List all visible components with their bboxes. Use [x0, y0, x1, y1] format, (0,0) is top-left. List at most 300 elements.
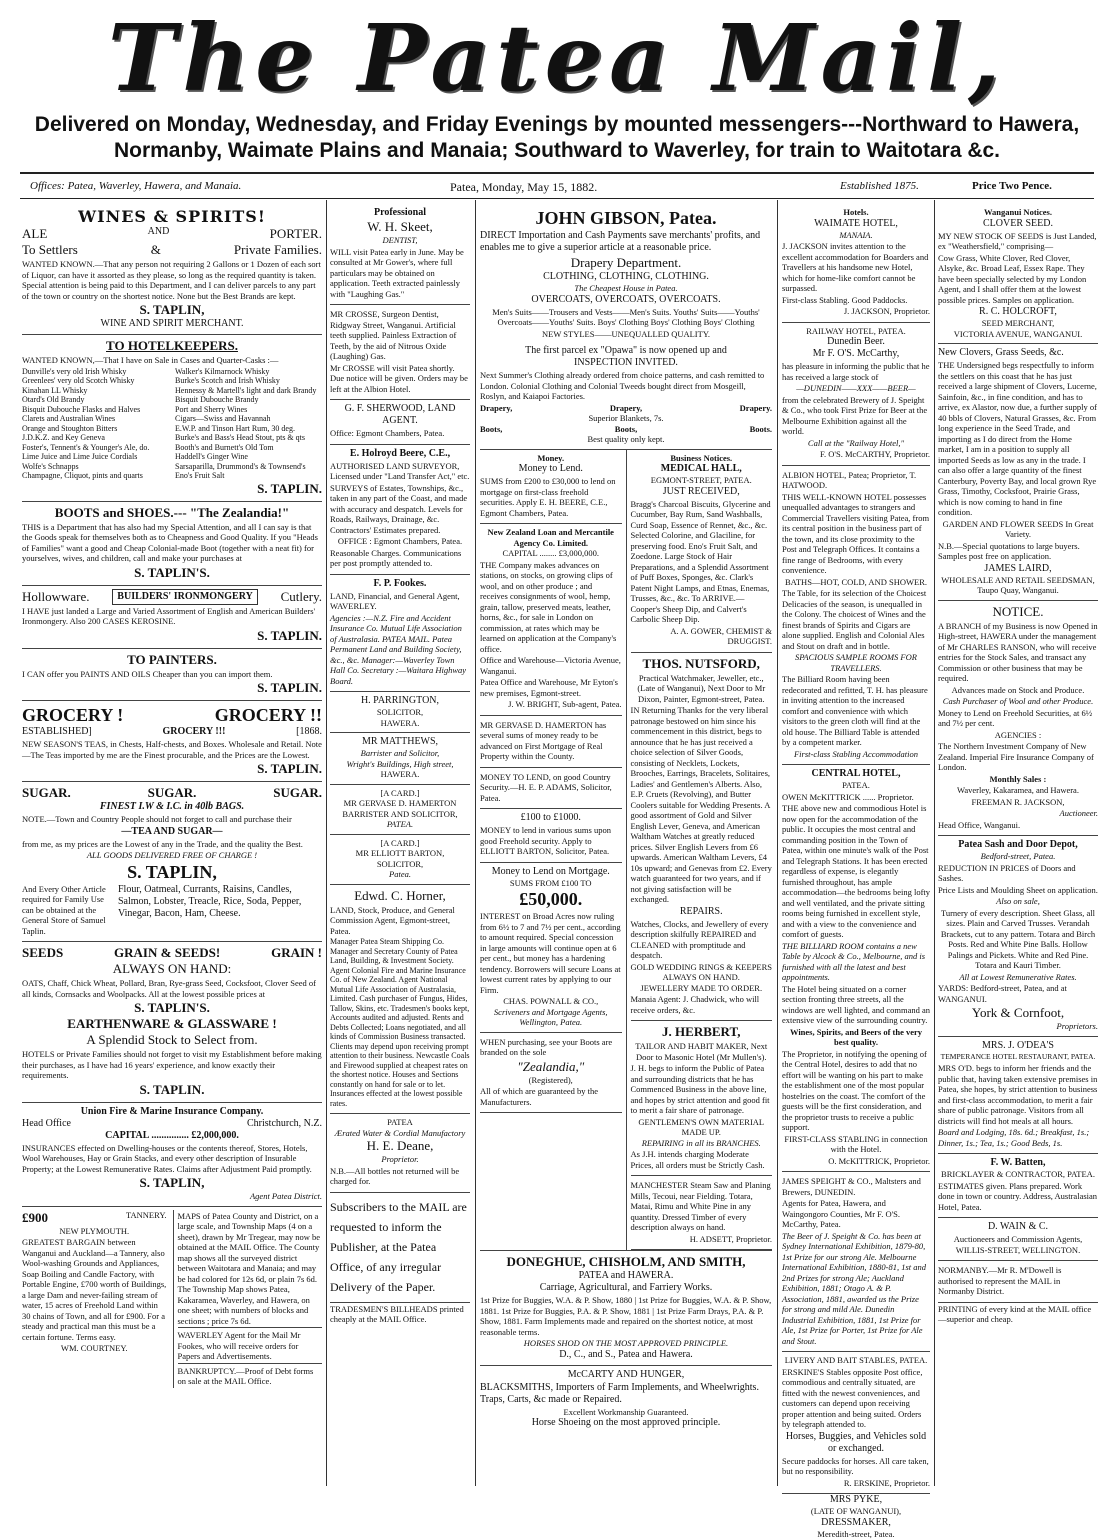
masthead	[0, 8, 1114, 108]
quality-text: Best quality only kept.	[480, 434, 772, 445]
wines-heading: WINES & SPIRITS!	[22, 207, 322, 226]
grocery-label: GROCERY !!	[215, 704, 322, 726]
holcroft-name: R. C. HOLCROFT,	[938, 306, 1098, 318]
yards-text: YARDS: Bedford-street, Patea, and at WANGANUI.	[938, 983, 1098, 1004]
livery-stables-heading: LIVERY AND BAIT STABLES, PATEA.	[782, 1355, 930, 1366]
taplins-sign: S. TAPLIN'S.	[22, 1000, 322, 1016]
zealandia-text: WHEN purchasing, see your Boots are branded on the sole	[480, 1037, 622, 1058]
patea-label: PATEA.	[782, 780, 930, 791]
pownall-subtitle: Scriveners and Mortgage Agents, Wellington, Patea.	[480, 1007, 622, 1028]
victoria-avenue: VICTORIA AVENUE, WANGANUI.	[938, 329, 1098, 340]
column-gibson	[480, 204, 772, 1486]
sash-depot-heading: Patea Sash and Door Depot,	[938, 839, 1098, 851]
horses-buggies: Horses, Buggies, and Vehicles sold or exchanged.	[782, 1431, 930, 1455]
herbert-text: J. H. begs to inform the Public of Patea and surrounding districts that he has Commenced Business in the above line, and hopes by strict attention and good fit to merit a fair share of patronage.	[631, 1063, 773, 1116]
liquor-item: Booth's and Burnett's Old Tom	[175, 443, 322, 453]
stabling-text: First-class Stabling. Good Paddocks.	[782, 295, 930, 306]
grocery-label: GROCERY !	[22, 704, 123, 726]
wanganui-heading: Wanganui Notices.	[938, 207, 1098, 218]
stabling-text: FIRST-CLASS STABLING in connection with the Hotel.	[782, 1134, 930, 1155]
zealandia-brand: "Zealandia,"	[480, 1059, 622, 1075]
proprietors-label: Proprietors.	[938, 1021, 1098, 1032]
table-text: The Table, for its selection of the Choicest Delicacies of the season, is unequalled in the Colony. The choicest of Wines and the finest brands of Spirits and Cigars are alone supplied. English and Colonial Ales and Stout on draft and in bottle.	[782, 588, 930, 651]
and-label: AND	[148, 226, 170, 242]
horner-name: Edwd. C. Horner,	[330, 888, 470, 904]
beere-charges: Reasonable Charges. Communications per post promptly attended to.	[330, 548, 470, 569]
odea-text: MRS O'D. begs to inform her friends and the public that, having taken extensive premises in Patea, she hopes, by strict attention to business and first-class accommodation, to merit a fair share of public patronage. Visitors from all districts will find hot meals at all hours.	[938, 1063, 1098, 1126]
speight-heading: JAMES SPEIGHT & CO., Maltsters and Brewers, DUNEDIN.	[782, 1176, 930, 1197]
nutsford-text: IN Returning Thanks for the very liberal patronage bestowed on him since his commencement in this district, begs to announce that he has just received a choice selection of Silver Goods, consisting of Necklets, Lockets, Brooches, Earrings, Bracelets, Solitaires, Ladies' and Gentlemen's Alberts. Also, E.P. Cruets (Revolving), and Butter Coolers suitable for Wedding Presents. A good assortment of Gold and Silver English Lever, Geneva, and American Waltham Watches at greatly reduced prices. Silver English Levers from £6 upwards. American Waltham Levers, £4 10s upward; and Genevas from £2. Every watch guaranteed for two years, and if not giving satisfaction will be exchanged.	[631, 705, 773, 905]
normanby-text: NORMANBY.—Mr R. M'Dowell is authorised to represent the MAIL in Normanby District.	[938, 1265, 1098, 1297]
nutsford-subtitle: Practical Watchmaker, Jeweller, etc., (Late of Wanganui), Next Door to Mr Dixon, Painter, Egmont-street, Patea.	[631, 673, 773, 705]
jackson-sign: J. JACKSON, Proprietor.	[782, 306, 930, 317]
mccarthy-name: Mr F. O'S. McCarthy,	[782, 348, 930, 360]
info-bar	[30, 180, 1084, 196]
medical-hall-heading: MEDICAL HALL,	[631, 463, 773, 475]
barton-name: MR ELLIOTT BARTON,	[330, 848, 470, 859]
railway-hotel-name: RAILWAY HOTEL, PATEA.	[782, 326, 930, 337]
jewellery-order: JEWELLERY MADE TO ORDER.	[631, 983, 773, 994]
liquor-item: Champagne, Cliquot, pints and quarts	[22, 471, 169, 481]
deane-name: H. E. Deane,	[330, 1138, 470, 1154]
insurance-text: INSURANCES effected on Dwelling-houses or the contents thereof, Stores, Hotels, Wool Warehouses, Hay or Grain Stacks, and every other description of Insurable Property; at the Lowest Remunerative Rates. Claims after Adjustment Paid promptly.	[22, 1143, 322, 1175]
taplin-sign: S. TAPLIN.	[22, 481, 322, 497]
drapery-item: Drapery,	[610, 403, 642, 414]
liquor-item: J.D.K.Z. and Key Geneva	[22, 433, 169, 443]
loan-range: £100 to £1000.	[480, 812, 622, 824]
just-received: JUST RECEIVED,	[631, 486, 773, 498]
christchurch-label: Christchurch, N.Z.	[247, 1118, 322, 1130]
subscribers-notice: Subscribers to the MAIL are requested to inform the Publisher, at the Patea Office, of any irregular Delivery of the Paper.	[330, 1197, 470, 1297]
blankets-text: Superior Blankets, 7s.	[480, 413, 772, 424]
settlers-label: To Settlers	[22, 242, 78, 258]
note-text: NOTE.—Town and Country People should not forget to call and purchase their	[22, 814, 322, 825]
masthead-rule	[20, 172, 1094, 174]
baths-text: BATHS—HOT, COLD, AND SHOWER.	[782, 577, 930, 588]
hotelkeepers-intro: WANTED KNOWN,—That I have on Sale in Cases and Quarter-Casks :—	[22, 355, 322, 366]
taplin-sign: S. TAPLIN.	[22, 680, 322, 696]
prizes-text: 1st Prize for Buggies, W.A. & P. Show, 1880 | 1st Prize for Buggies, W.A. & P. Show, 1881. 1st Prize for Buggies, P.A. & P. Show, 1881 | 1st Prize Farm Drays, P.A. & P. Show, 1881. Farm Implements made and repaired on the shortest notice, at most reasonable terms.	[480, 1295, 772, 1337]
advances-text: Advances made on Stock and Produce.	[938, 685, 1098, 696]
mccarthy-text-2: from the celebrated Brewery of J. Speight & Co., who took First Prize for Beer at the Melbourne Exhibition against all the world.	[782, 395, 930, 437]
speight-agent: Agents for Patea, Hawera, and Waingongoro Counties, Mr F. O'S. McCarthy, Patea.	[782, 1198, 930, 1230]
dentist-label: DENTIST,	[330, 235, 470, 246]
pyke-subtitle: (LATE OF WANGANUI),	[782, 1506, 930, 1517]
drapery-item: Drapery,	[480, 403, 512, 414]
bright-sign: J. W. BRIGHT, Sub-agent, Patea.	[480, 699, 622, 710]
matthews-subtitle: Barrister and Solicitor,	[330, 748, 470, 759]
albion-hotel-name: ALBION HOTEL, Patea; Proprietor, T. HATWOOD.	[782, 470, 930, 491]
hamerton-money-text: MR GERVASE D. HAMERTON has several sums of money ready to be advanced on First Mortgage of Real Property within the County.	[480, 720, 622, 762]
splendid-stock: A Splendid Stock to Select from.	[22, 1032, 322, 1048]
boots-row	[480, 424, 772, 435]
wines-spirits-beers: Wines, Spirits, and Beers of the very best quality.	[782, 1027, 930, 1048]
provisions-list: Flour, Oatmeal, Currants, Raisins, Candles, Salmon, Lobster, Treacle, Rice, Soda, Pepper, Vinegar, Bacon, Ham, Cheese.	[118, 884, 322, 937]
ale-label: ALE	[22, 226, 47, 242]
batten-subtitle: BRICKLAYER & CONTRACTOR, PATEA.	[938, 1169, 1098, 1180]
repairing-cash: As J.H. intends charging Moderate Prices, all orders must be Strictly Cash.	[631, 1149, 773, 1170]
hotels-families-text: HOTELS or Private Families should not forget to visit my Establishment before making their purchases, as I have had 16 years' experience, and know exactly their requirements.	[22, 1049, 322, 1081]
horner-text: Manager Patea Steam Shipping Co. Manager and Secretary County of Patea Land, Building, & Investment Society. Agent Colonial Fire and Marine Insurance Co. of New Zealand. Agent National Mutual Life Association of Australasia, Limited. Cash purchaser of Fungus, Hides, Tallow, Skins, etc. Tradesmen's books kept, Accounts audited and adjusted. Rents and Debts Collected; Loans negotiated, and all kinds of Commission Business transacted. Clients may depend upon receiving prompt attention to their business. Newcastle Coals and Firewood supplied at cheapest rates on the shortest notice. Houses and Sections constantly on hand for sale or to let. Insurances effected at the lowest possible rates.	[330, 937, 470, 1108]
liquor-item: Foster's, Tennent's & Younger's Ale, do.	[22, 443, 169, 453]
sums-text: SUMS from £200 to £30,000 to lend on mortgage on first-class freehold securities. Apply E. H. BEERE, C.E., Egmont Chambers, Patea.	[480, 476, 622, 518]
albion-text: THIS WELL-KNOWN HOTEL possesses unequalled advantages to strangers and Commercial Travellers visiting Patea, from its central position in the business part of the town, and its close proximity to the Post and Telegraph Offices. It contains a fine range of Bedrooms, with every convenience.	[782, 492, 930, 576]
header-rule	[20, 198, 1094, 199]
liquor-item: Haddell's Ginger Wine	[175, 452, 322, 462]
waimate-hotel-name: WAIMATE HOTEL,	[782, 218, 930, 230]
tannery-label: TANNERY.	[126, 1210, 167, 1226]
clover-text: MY NEW STOCK OF SEEDS is Just Landed, ex "Weathersfield," comprising—	[938, 231, 1098, 252]
monthly-sales-heading: Monthly Sales :	[938, 774, 1098, 785]
nutsford-name: THOS. NUTSFORD,	[631, 656, 773, 672]
liquor-item: Clarets and Australian Wines	[22, 414, 169, 424]
liquor-item: Bisquit Dubouche Brandy	[175, 395, 322, 405]
clover-seed-heading: CLOVER SEED.	[938, 218, 1098, 230]
agencies-heading: AGENCIES :	[938, 730, 1098, 741]
quotations-note: N.B.—Special quotations to large buyers. Samples post free on application.	[938, 541, 1098, 562]
sherwood-office: Office: Egmont Chambers, Patea.	[330, 428, 470, 439]
liquor-item: Hennessy & Martell's light and dark Brandy	[175, 386, 322, 396]
taplin-agent: S. TAPLIN,	[22, 1175, 322, 1191]
established-label: ESTABLISHED]	[22, 726, 92, 738]
mccarthy-sign: F. O'S. McCARTHY, Proprietor.	[782, 449, 930, 460]
note-text-2: from me, as my prices are the Lowest of any in the Trade, and the quality the Best.	[22, 839, 322, 850]
odea-name: MRS. J. O'DEA'S	[938, 1040, 1098, 1052]
horse-shoeing-text: Horse Shoeing on the most approved principle.	[480, 1417, 772, 1429]
union-insurance-heading: Union Fire & Marine Insurance Company.	[22, 1106, 322, 1118]
porter-label: PORTER.	[270, 226, 322, 242]
offices-text: Offices: Patea, Waverley, Hawera, and Manaia.	[30, 180, 241, 192]
speight-text: The Beer of J. Speight & Co. has been at Sydney International Exhibition, 1879-80, 1st Prize for our strong Ale. Melbourne International Exhibition, 1880-81, 1st and 2nd Prizes for strong Ale; Auckland Exhibition, 1881; Otago A. & P. Association, 1881, awarded us the Prize for strong and mild Ale. Dunedin Industrial Exhibition, 1881, 1st Prize for Ale, 1st Prize for Porter, 1st Prize for Ale and Stout.	[782, 1231, 930, 1347]
central-text: THE above new and commodious Hotel is now open for the accommodation of the public. It occupies the most central and commanding position in the Town of Patea, within one minute's walk of the Post and Telegraph Stations. It has been erected regardless of expense, is elegantly furnished throughout, has ample accommodation—the bedrooms being lofty and well ventilated, and the private sitting rooms being furnished in excellent style, and with a view to the convenience and comfort of guests.	[782, 803, 930, 940]
card-label: [A CARD.]	[330, 788, 470, 799]
maps-text: MAPS of Patea County and District, on a large scale, and Township Maps (4 on a sheet), drawn by Mr Tregear, may now be obtained at the MAIL Office. The County map shows all the surveyed district between Waitotara and Manaia; and may be had colored for 12s 6d, or plain 7s 6d. The Township Map shows Patea, Kakaramea, Waverley, and Hawera, on one sheet; with numbers of blocks and sections ; price 7s 6d.	[178, 1211, 323, 1327]
gentlemen-material: GENTLEMEN'S OWN MATERIAL MADE UP.	[631, 1117, 773, 1138]
hotel-location-text: The Hotel being situated on a corner section fronting three streets, all the windows are well lighted, and command an extensive view of the surrounding country.	[782, 984, 930, 1026]
skeet-text: WILL visit Patea early in June. May be consulted at Mr Gower's, where full particulars may be obtained on application. Teeth extracted painlessly with "Laughing Gas."	[330, 247, 470, 300]
tannery-text: GREATEST BARGAIN between Wanganui and Auckland—a Tannery, also Wool-washing Grounds and Appliances, Soap Boiling and Candle Factory, with Portable Engine, £700 worth of Buildings, a large Dam and never-failing stream of water, 15 acres of Freehold Land within 30 chains of Town, and all for £900. For a steady and practical man this must be a certain fortune. Terms easy.	[22, 1237, 167, 1342]
skeet-name: W. H. Skeet,	[330, 219, 470, 235]
column-divider	[934, 200, 935, 1486]
billheads-text: TRADESMEN'S BILLHEADS printed cheaply at the MAIL Office.	[330, 1304, 470, 1325]
temperance-hotel: TEMPERANCE HOTEL RESTAURANT, PATEA.	[938, 1052, 1098, 1063]
doneghue-subtitle: PATEA and HAWERA.	[480, 1270, 772, 1282]
batten-name: F. W. Batten,	[938, 1157, 1098, 1169]
herbert-name: J. HERBERT,	[631, 1024, 773, 1040]
nz-loan-heading: New Zealand Loan and Mercantile Agency Co. Limited.	[480, 527, 622, 548]
reduction-text: REDUCTION IN PRICES of Doors and Sashes.	[938, 863, 1098, 884]
central-hotel-name: CENTRAL HOTEL,	[782, 768, 930, 780]
liquor-item: Wolfe's Schnapps	[22, 462, 169, 472]
liquor-item: Cigars—Swiss and Havannah	[175, 414, 322, 424]
fifty-thousand: £50,000.	[480, 888, 622, 910]
price-text: Price Two Pence.	[972, 180, 1052, 192]
liquor-list	[22, 367, 322, 481]
matthews-name: MR MATTHEWS,	[330, 736, 470, 748]
always-on-hand: ALWAYS ON HAND:	[22, 961, 322, 977]
liquor-item: Eno's Fruit Salt	[175, 471, 322, 481]
xxx-beer-banner: —DUNEDIN——XXX——BEER—	[782, 383, 930, 394]
liquor-item: Kinahan LL Whisky	[22, 386, 169, 396]
hawera-label: HAWERA.	[330, 769, 470, 780]
nz-loan-patea: Patea Office and Warehouse, Mr Eyton's new premises, Egmont-street.	[480, 677, 622, 698]
waimate-text: J. JACKSON invites attention to the excellent accommodation for Boarders and Travellers at his handsome new Hotel, which for home-like comfort cannot be surpassed.	[782, 241, 930, 294]
liquor-item: Dunville's very old Irish Whisky	[22, 367, 169, 377]
notice-text: A BRANCH of my Business is now Opened in High-street, HAWERA under the management of Mr CHARLES RANSON, who will receive entries for the Stock Sales, and transact any Commission or other business that may be required.	[938, 621, 1098, 684]
hotelkeepers-heading: TO HOTELKEEPERS.	[22, 338, 322, 354]
dressmaker-label: DRESSMAKER,	[782, 1517, 930, 1529]
family-use-text: And Every Other Article required for Family Use can be obtained at the General Store of Samuel Taplin.	[22, 884, 112, 937]
cheapest-house: The Cheapest House in Patea.	[480, 283, 772, 294]
repairing-branches: REPAIRING in all its BRANCHES.	[631, 1138, 773, 1149]
horses-shod: HORSES SHOD ON THE MOST APPROVED PRINCIPLE.	[480, 1338, 772, 1349]
taplins-sign: S. TAPLIN'S.	[22, 565, 322, 581]
paddocks-text: Secure paddocks for horses. All care taken, but no responsibility.	[782, 1456, 930, 1477]
grocery-label: GROCERY !!!	[163, 726, 226, 738]
liquor-item: Bisquit Dubouche Flasks and Halves	[22, 405, 169, 415]
capital-line: CAPITAL ............... £2,000,000.	[22, 1130, 322, 1142]
liquor-item: Orange and Stoughton Bitters	[22, 424, 169, 434]
year-label: [1868.	[296, 726, 322, 738]
seed-list: Cow Grass, White Clover, Red Clover, Alsyke, &c. Broad Leaf, Essex Rape. They have been specially selected by my London Agent, and I shall offer them at the lowest possible prices. Samples on application.	[938, 253, 1098, 306]
drapery-heading: Drapery Department.	[480, 255, 772, 271]
liquor-item: Otard's Old Brandy	[22, 395, 169, 405]
card-label: [A CARD.]	[330, 838, 470, 849]
barton-money-text: MONEY to lend in various sums upon good Freehold security. Apply to ELLIOTT BARTON, Solicitor, Patea.	[480, 825, 622, 857]
teas-text: NEW SEASON'S TEAS, in Chests, Half-chests, and Boxes. Wholesale and Retail. Note—The Teas imported by me are the Finest procurable, and the Prices are the Lowest.	[22, 739, 322, 760]
boots-item: Boots,	[480, 424, 502, 435]
grain-seeds-heading: GRAIN & SEEDS!	[114, 945, 220, 961]
crosse-visit-text: Mr CROSSE will visit Patea shortly. Due notice will be given. Orders may be left at the Albion Hotel.	[330, 363, 470, 395]
wain-subtitle: Auctioneers and Commission Agents, WILLIS-STREET, WELLINGTON.	[938, 1234, 1098, 1255]
manaia-agent: Manaia Agent: J. Chadwick, who will receive orders, &c.	[631, 994, 773, 1015]
suits-list: Men's Suits——Trousers and Vests——Men's Suits. Youths' Suits——Youths' Overcoats——Youths' Suits. Boys' Clothing Boys' Clothing Boys' Clothing	[480, 307, 772, 328]
nz-loan-text: THE Company makes advances on stations, on stocks, on growing clips of wool, and on other produce ; and receives consignments of wool, hemp, grain, tallow, preserved meats, leather, horns, &c., for sale in London on commission, at rates which may be learned on application at the Company's office.	[480, 560, 622, 655]
liquor-item: Lime Juice and Lime Juice Cordials	[22, 452, 169, 462]
finest-bags-text: FINEST I.W & I.C. in 40lb BAGS.	[22, 801, 322, 813]
manaia-label: MANAIA.	[782, 230, 930, 241]
lowest-rates: All at Lowest Remunerative Rates.	[938, 972, 1098, 983]
sample-rooms: SPACIOUS SAMPLE ROOMS FOR TRAVELLERS.	[782, 652, 930, 673]
column-wanganui	[938, 204, 1098, 1486]
solicitor-label: SOLICITOR,	[330, 707, 470, 718]
blacksmiths-text: BLACKSMITHS, Importers of Farm Implements, and Wheelwrights. Traps, Carts, &c made or Repaired.	[480, 1382, 772, 1406]
drapery-item: Drapery.	[740, 403, 772, 414]
taplin-sign: S. TAPLIN.	[22, 761, 322, 777]
gibson-text: DIRECT Importation and Cash Payments save merchants' profits, and enables me to give a superior article at a reasonable price.	[480, 230, 772, 254]
price-lists: Price Lists and Moulding Sheet on application.	[938, 885, 1098, 896]
patea-label: Patea.	[330, 869, 470, 880]
summer-text: Next Summer's Clothing already ordered from choice patterns, and cash remitted to London. Colonial Clothing and Colonial Tweeds bought direct from Mosgeill, Roslyn, and Kaiapoi Factories.	[480, 370, 772, 402]
boots-text: THIS is a Department that has also had my Special Attention, and all I can say is that the Goods speak for themselves both as to Cheapness and Good Quality. If you "Heads of Families" want a good and Cheap Colonial-made Boot (together with a neat fit) for yourselves, wives, and children, call and make your purchases at	[22, 522, 322, 564]
liquor-item: Sarsaparilla, Drummond's & Townsend's	[175, 462, 322, 472]
medical-hall-address: EGMONT-STREET, PATEA.	[631, 475, 773, 486]
herbert-subtitle: TAILOR AND HABIT MAKER, Next Door to Masonic Hotel (Mr Mullen's).	[631, 1041, 773, 1062]
issue-date: Patea, Monday, May 15, 1882.	[450, 180, 597, 195]
amp-label: &	[151, 242, 161, 258]
repairs-text: Watches, Clocks, and Jewellery of every description skilfully REPAIRED and CLEANED with promptitude and despatch.	[631, 919, 773, 961]
fookes-name: F. P. Fookes.	[330, 578, 470, 590]
sums-from: SUMS FROM £100 TO	[480, 878, 622, 889]
proprietor-label: Proprietor.	[330, 1154, 470, 1165]
barton-subtitle: SOLICITOR,	[330, 859, 470, 870]
carriage-works: Carriage, Agricultural, and Farriery Works.	[480, 1282, 772, 1294]
beere-subtitle: AUTHORISED LAND SURVEYOR, Licensed under "Land Transfer Act," etc.	[330, 461, 470, 482]
inspection-invited: INSPECTION INVITED.	[480, 357, 772, 369]
sugar-label: SUGAR.	[273, 785, 322, 801]
free-delivery-text: ALL GOODS DELIVERED FREE OF CHARGE !	[22, 850, 322, 861]
waverley-agent-text: WAVERLEY Agent for the Mail Mr Fookes, who will receive orders for Papers and Advertisements.	[178, 1327, 323, 1362]
horner-subtitle: LAND, Stock, Produce, and General Commission Agent, Egmont-street, Patea.	[330, 905, 470, 937]
nz-loan-capital: CAPITAL ........ £3,000,000.	[480, 548, 622, 559]
gower-sign: A. A. GOWER, CHEMIST & DRUGGIST.	[631, 626, 773, 647]
sugar-label: SUGAR.	[22, 785, 71, 801]
column-professional	[330, 204, 470, 1486]
received-text: Bragg's Charcoal Biscuits, Glycerine and Cucumber, Bay Rum, Sand Washballs, Curd Soap, Essence of Rennet, &c., &c. Selected Colorine, and Glaciline, for preserving food. Eno's Fruit Salt, and Zoedone. Large Stock of Hair Preparations, and a Splendid Assortment of Puff Boxes, Sponges, &c. Clark's Patent Night Lamps, and Etnas, Enemas, Trusses, &c., &c. To ARRIVE.—Cooper's Sheep Dip, and Calvert's Carbolic Sheep Dip.	[631, 499, 773, 625]
taplin-banner: S. TAPLIN,	[22, 861, 322, 883]
railway-call: Call at the "Railway Hotel,"	[782, 438, 930, 449]
billiard-room-text: THE BILLIARD ROOM contains a new Table by Alcock & Co., Melbourne, and is furnished with all the latest and best appointments.	[782, 941, 930, 983]
erskine-text: ERSKINE'S Stables opposite Post office, commodious and centrally situated, are fitted with the newest conveniences, and customers can depend upon receiving proper attention and being suited. Orders by telegraph attended to.	[782, 1367, 930, 1430]
column-hotels	[782, 204, 930, 1486]
agent-patea: Agent Patea District.	[22, 1191, 322, 1202]
york-cornfoot: York & Cornfoot,	[938, 1005, 1098, 1021]
money-heading: Money.	[480, 453, 622, 464]
column-divider	[475, 200, 476, 1486]
repairs-heading: REPAIRS.	[631, 906, 773, 918]
gibson-heading: JOHN GIBSON, Patea.	[480, 207, 772, 229]
zealandia-guarantee: All of which are guaranteed by the Manufacturers.	[480, 1086, 622, 1107]
workmanship-text: Excellent Workmanship Guaranteed.	[480, 1407, 772, 1418]
drapery-row	[480, 403, 772, 414]
wright-buildings: Wright's Buildings, High street,	[330, 759, 470, 770]
overcoats-line: OVERCOATS, OVERCOATS, OVERCOATS.	[480, 294, 772, 306]
boots-heading: BOOTS and SHOES.--- "The Zealandia!"	[22, 505, 322, 521]
bankruptcy-text: BANKRUPTCY.—Proof of Debt forms on sale at the MAIL Office.	[178, 1363, 323, 1387]
delivery-tagline: Delivered on Monday, Wednesday, and Friday Evenings by mounted messengers---Northward to Hawera, Normanby, Waimate Plains and Manaia; Southward to Waverley, for train to Waitotara &c.	[20, 112, 1094, 164]
mckittrick-sign: O. McKITTRICK, Proprietor.	[782, 1156, 930, 1167]
patea-label: PATEA.	[330, 819, 470, 830]
adsett-sign: H. ADSETT, Proprietor.	[631, 1234, 773, 1245]
new-plymouth-label: NEW PLYMOUTH.	[22, 1226, 167, 1237]
holcroft-subtitle: SEED MERCHANT,	[938, 318, 1098, 329]
liquor-item: Burke's Scotch and Irish Whisky	[175, 376, 322, 386]
beere-name: E. Holroyd Beere, C.E.,	[330, 448, 470, 460]
money-to-lend: Money to Lend.	[480, 463, 622, 475]
boots-item: Boots.	[750, 424, 772, 435]
hotels-heading: Hotels.	[782, 207, 930, 218]
wanted-known-text: WANTED KNOWN.—That any person not requiring 2 Gallons or 1 Dozen of each sort of Liquor, can have it assorted as they please, so long as the required quantity is taken. Special attention is being paid to this Department, and I can deliver parcels to any part of the town or country on the shortest notice. None but the Best Brands are kept.	[22, 259, 322, 301]
liquor-item: E.W.P. and Tinson Hart Rum, 30 deg.	[175, 424, 322, 434]
beere-text: SURVEYS of Estates, Townships, &c., taken in any part of the Coast, and made with accuracy and despatch. Levels for Roads, Railways, Drainage, &c. Contractors' Estimates prepared.	[330, 483, 470, 536]
money-to-lend-adams: MONEY TO LEND, on good Country Security.—H. E. P. ADAMS, Solicitor, Patea.	[480, 772, 622, 804]
gold-rings: GOLD WEDDING RINGS & KEEPERS ALWAYS ON HAND.	[631, 962, 773, 983]
board-lodging: Board and Lodging, 18s. 6d.; Breakfast, 1s.; Dinner, 1s.; Tea, 1s.; Good Beds, 1s.	[938, 1127, 1098, 1148]
doneghue-heading: DONEGHUE, CHISHOLM, AND SMITH,	[480, 1254, 772, 1270]
fookes-subtitle: LAND, Financial, and General Agent, WAVERLEY.	[330, 591, 470, 612]
crosse-text: MR CROSSE, Surgeon Dentist, Ridgway Street, Wanganui. Artificial teeth supplied. Painless Extraction of Teeth, by the aid of Nitrous Oxide (Laughing) Gas.	[330, 309, 470, 362]
cutlery-label: Cutlery.	[281, 589, 322, 605]
column-taplin	[22, 204, 322, 1486]
builders-ironmongery-label: BUILDERS' IRONMONGERY	[112, 589, 258, 605]
sherwood-name: G. F. SHERWOOD, LAND AGENT.	[330, 403, 470, 427]
sugar-label: SUGAR.	[148, 785, 197, 801]
fookes-text: Agencies :—N.Z. Fire and Accident Insurance Co. Mutual Life Association of Australasia. PATEA MAIL. Patea Permanent Land and Building Society, &c., &c. Manager:—Waverley Town Hall Co. Secretary :—Waitara Highway Board.	[330, 613, 470, 687]
new-clovers-heading: New Clovers, Grass Seeds, &c.	[938, 347, 1098, 359]
dunedin-beer: Dunedin Beer.	[782, 336, 930, 348]
taplin-name: S. TAPLIN,	[22, 302, 322, 318]
stabling-accommodation: First-class Stabling Accommodation	[782, 749, 930, 760]
auctioneer-label: Auctioneer.	[938, 808, 1098, 819]
timber-list: Turnery of every description. Sheet Glass, all sizes. Plain and Carved Trusses. Verandah Brackets, cut to any pattern. Totara and Birch Posts. Red and White Pine Balls. Hollow Palings and Pickets. White and Red Pine. Totara and Kauri Timber.	[938, 908, 1098, 971]
billiard-text: The Billiard Room having been redecorated and refitted, T. H. has pleasure in inviting attention to the increased comfort and convenience with which visitors to the green cloth will find at the old house. The Billiard Table is attended by a competent marker.	[782, 674, 930, 748]
meredith-street: Meredith-street, Patea.	[782, 1529, 930, 1539]
seeds-label: SEEDS	[22, 945, 63, 961]
oats-text: OATS, Chaff, Chick Wheat, Pollard, Bran, Rye-grass Seed, Cocksfoot, Clover Seed of all kinds, Cornsacks and Woolpacks. All at the lowest possible prices at	[22, 978, 322, 999]
taplin-sign: S. TAPLIN.	[22, 628, 322, 644]
taplin-title: WINE AND SPIRIT MERCHANT.	[22, 318, 322, 330]
courtney-sign: WM. COURTNEY.	[22, 1343, 167, 1354]
mccarthy-text: has pleasure in informing the public that he has received a large stock of	[782, 361, 930, 382]
hawera-label: HAWERA.	[330, 718, 470, 729]
column-divider	[777, 200, 778, 1486]
hollowware-label: Hollowware.	[22, 589, 90, 605]
aerated-water-label: Ærated Water & Cordial Manufactory	[330, 1128, 470, 1139]
head-office: Head Office, Wanganui.	[938, 820, 1098, 831]
liquor-item: Walker's Kilmarnock Whisky	[175, 367, 322, 377]
bedford-street: Bedford-street, Patea.	[938, 851, 1098, 862]
pownall-name: CHAS. POWNALL & CO.,	[480, 996, 622, 1007]
pyke-name: MRS PYKE,	[782, 1494, 930, 1506]
newspaper-title: The Patea Mail,	[0, 8, 1114, 108]
proprietor-text: The Proprietor, in notifying the opening of the Central Hotel, desires to add that no effort will be wanting on his part to make the establishment one of the most popular hostelries on the coast. The comfort of the guests will be the first consideration, and the proprietor trusts to receive a public support.	[782, 1049, 930, 1133]
patea-heading: PATEA	[330, 1117, 470, 1128]
laird-text: THE Undersigned begs respectfully to inform the settlers on this coast that he has just received a large shipment of Clovers, Lucerne, Sainfoin, &c., in fine condition, and has to arrive, ex Alastor, now due, a further supply of 40 bbls of Clovers, Natural Grasses, &c. From long experience in the Seed Trade, and importing as I do direct from the Home market, I am in a position to supply all imported Seeds as low as any in the trade. I can also offer a large quantity of the finest Canterbury, Poverty Bay, and local grown Rye Grass, Timothy, Cocksfoot, Prairie Grass, which is now coming to hand in fine condition.	[938, 360, 1098, 518]
opawa-text: The first parcel ex "Opawa" is now opened up and	[480, 345, 772, 357]
column-divider	[326, 200, 327, 1486]
hamerton-subtitle: BARRISTER AND SOLICITOR,	[330, 809, 470, 820]
business-notices-heading: Business Notices.	[631, 453, 773, 464]
also-on-sale: Also on sale,	[938, 896, 1098, 907]
families-label: Private Families.	[234, 242, 322, 258]
agencies-text: The Northern Investment Company of New Zealand. Imperial Fire Insurance Company of London.	[938, 741, 1098, 773]
tea-sugar-banner: —TEA AND SUGAR—	[22, 826, 322, 838]
printing-text: PRINTING of every kind at the MAIL office—superior and cheap.	[938, 1304, 1098, 1325]
money-securities: Money to Lend on Freehold Securities, at 6½ and 7½ per cent.	[938, 708, 1098, 729]
liquor-item: Port and Sherry Wines	[175, 405, 322, 415]
painters-heading: TO PAINTERS.	[22, 652, 322, 668]
professional-heading: Professional	[330, 207, 470, 219]
bottles-note: N.B.—All bottles not returned will be charged for.	[330, 1166, 470, 1187]
wain-name: D. WAIN & C.	[938, 1221, 1098, 1233]
notice-heading: NOTICE.	[938, 604, 1098, 620]
cash-purchaser: Cash Purchaser of Wool and other Produce.	[938, 696, 1098, 707]
interest-text: INTEREST on Broad Acres now ruling from 6½ to 7 and 7½ per cent., according to amount required. Special concession in large amounts will continue open at 6 per cent., but money has a hardening tendency. Borrowers will secure Loans at lowest current rates by applying to our Firm.	[480, 911, 622, 995]
earthenware-heading: EARTHENWARE & GLASSWARE !	[22, 1016, 322, 1032]
mortgage-heading: Money to Lend on Mortgage.	[480, 866, 622, 878]
price-900: £900	[22, 1210, 48, 1226]
estimates-text: ESTIMATES given. Plans prepared. Work done in town or country. Address, Australasian Hotel, Patea.	[938, 1181, 1098, 1213]
owen-proprietor: OWEN McKITTRICK ...... Proprietor.	[782, 792, 930, 803]
hamerton-name: MR GERVASE D. HAMERTON	[330, 798, 470, 809]
dcs-sign: D., C., and S., Patea and Hawera.	[480, 1349, 772, 1361]
clothing-line: CLOTHING, CLOTHING, CLOTHING.	[480, 271, 772, 283]
registered-label: (Registered),	[480, 1075, 622, 1086]
grain-label: GRAIN !	[271, 945, 322, 961]
painters-text: I CAN offer you PAINTS AND OILS Cheaper than you can import them.	[22, 669, 322, 680]
new-styles: NEW STYLES——UNEQUALLED QUALITY.	[480, 329, 772, 340]
liquor-item: Greenlees' very old Scotch Whisky	[22, 376, 169, 386]
